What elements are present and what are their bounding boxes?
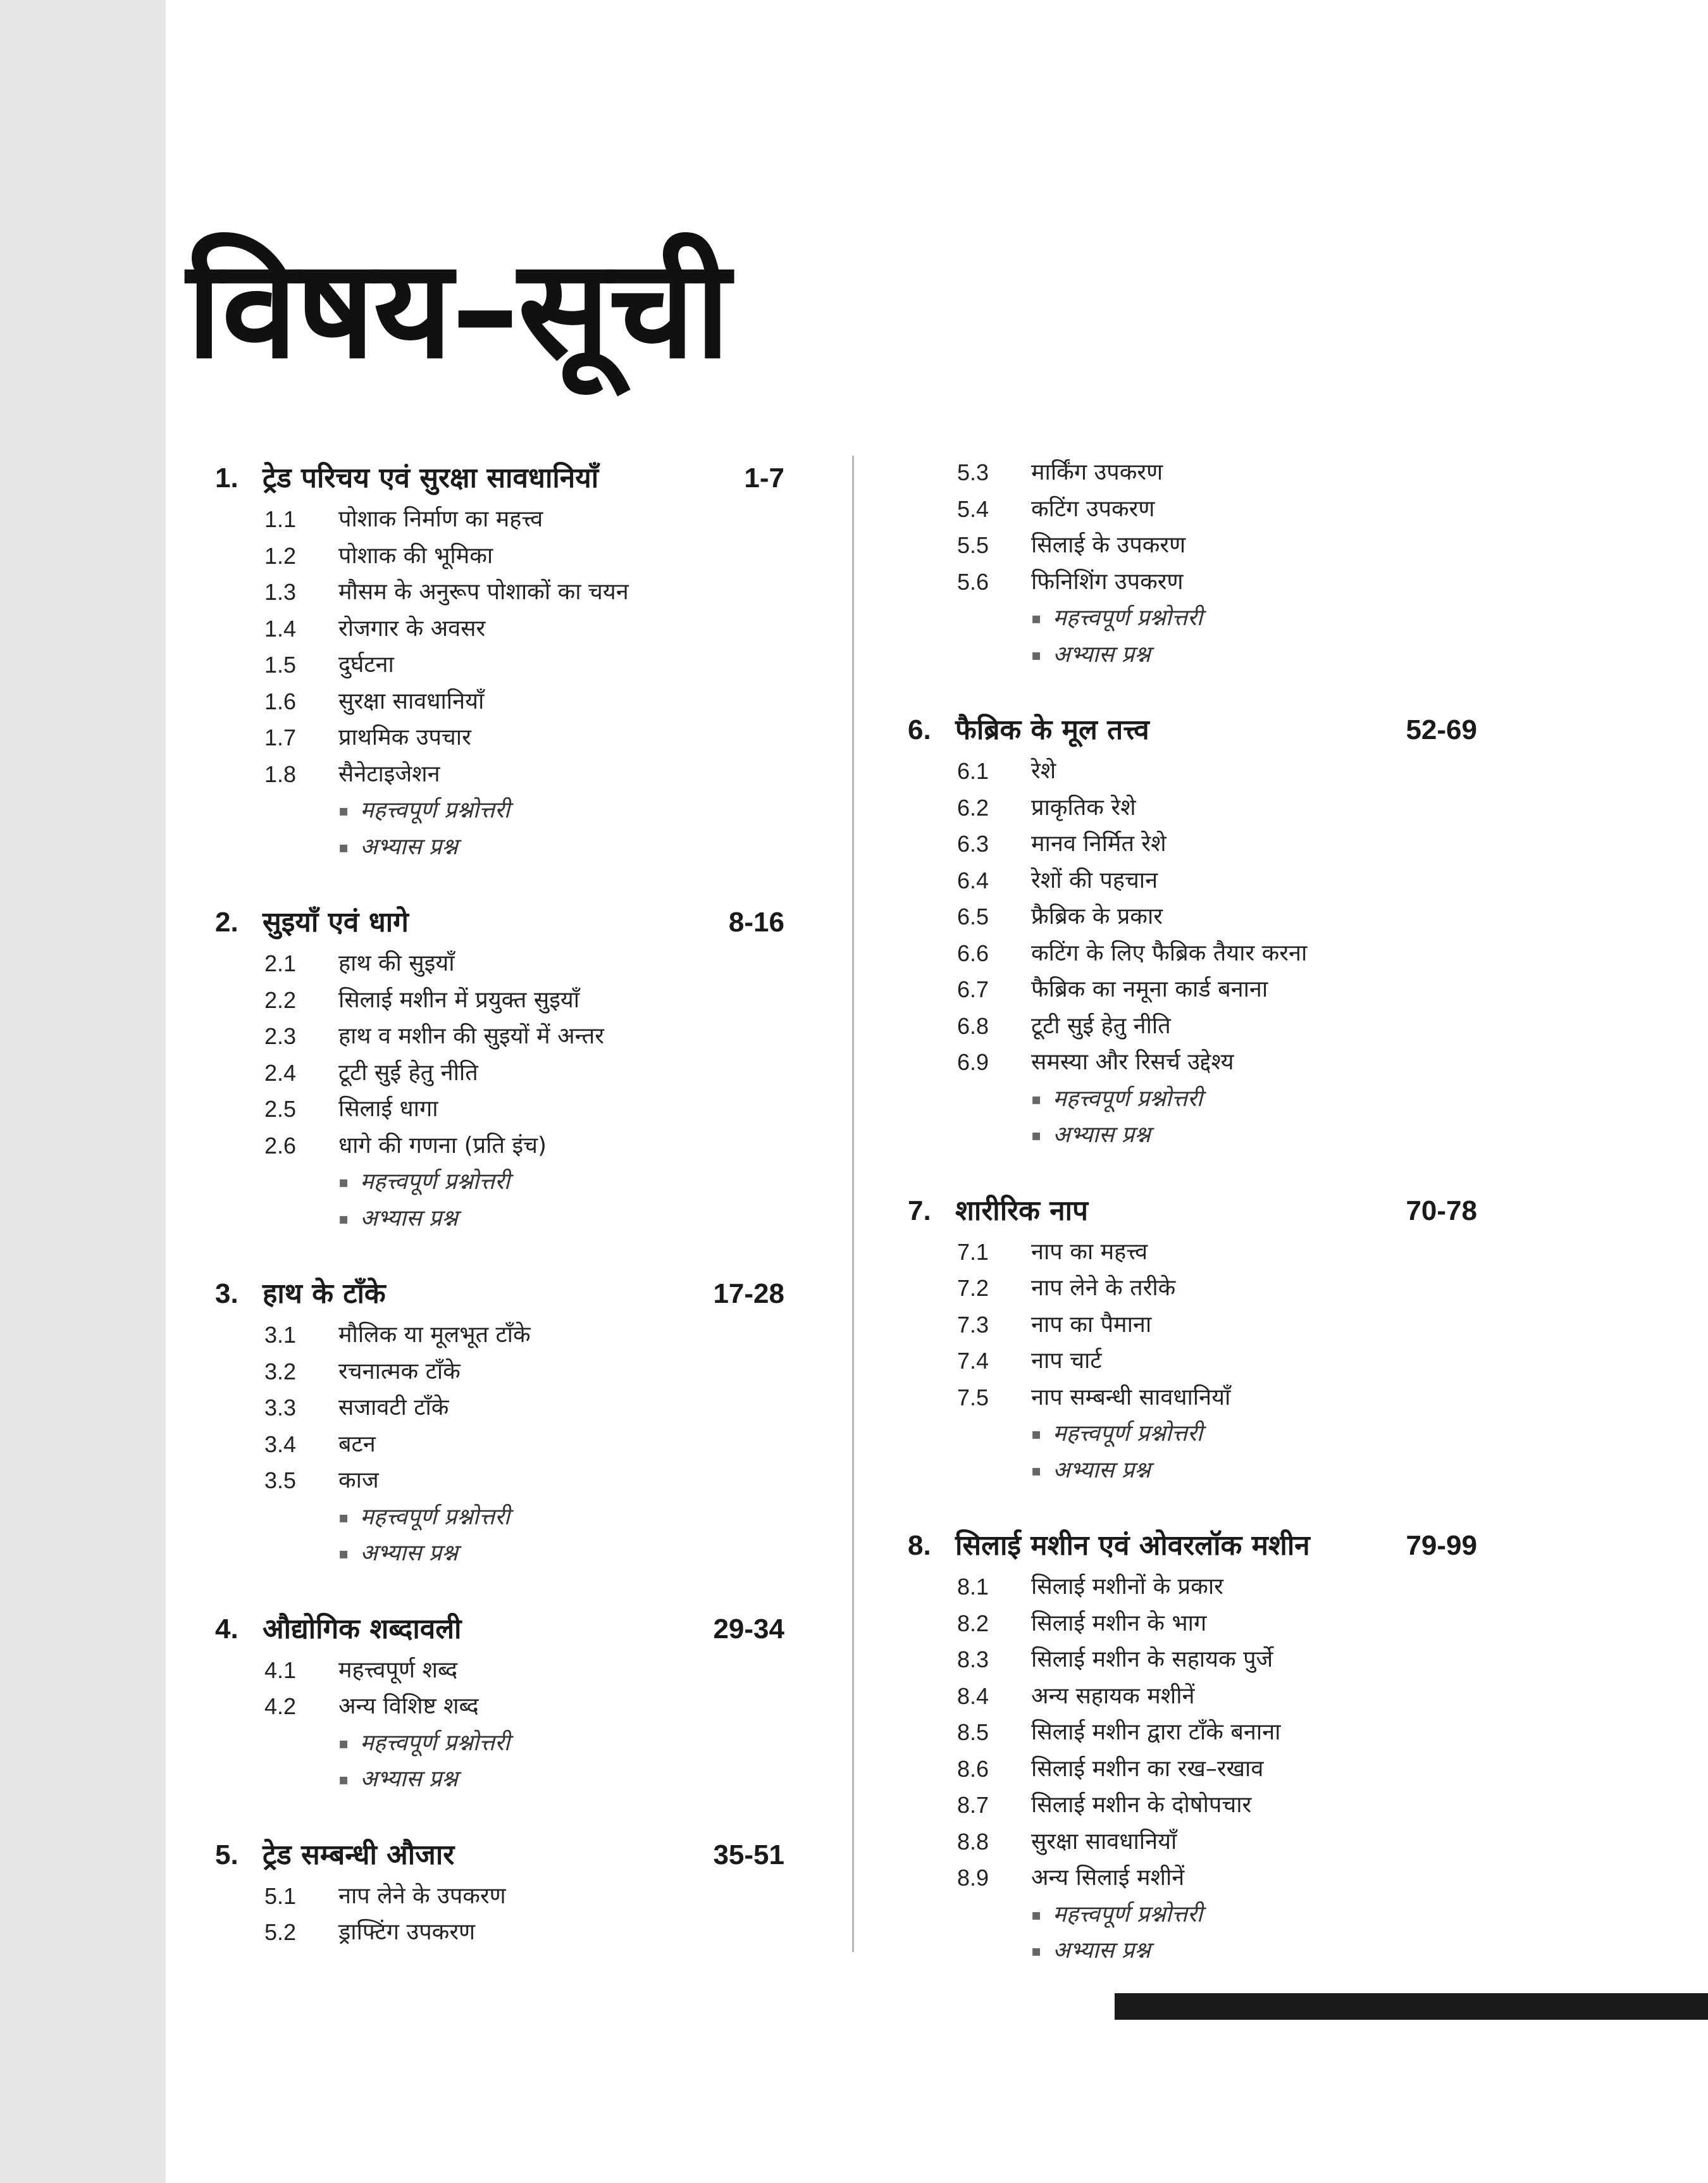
- section-number: 5.3: [957, 459, 989, 485]
- section-title: नाप लेने के तरीके: [1031, 1275, 1176, 1301]
- toc-section: [908, 1379, 1509, 1416]
- toc-chapter: [908, 1523, 1509, 1969]
- toc-extra-item: [215, 1535, 816, 1572]
- section-number: 1.5: [264, 652, 297, 678]
- toc-section: [908, 1307, 1509, 1343]
- section-number: 1.6: [264, 688, 297, 714]
- toc-section: [908, 491, 1509, 528]
- section-number: 8.5: [957, 1719, 989, 1745]
- toc-section: [908, 1641, 1509, 1678]
- section-number: 8.1: [957, 1574, 989, 1600]
- chapter-5-continued: [908, 454, 1509, 673]
- bullet-icon: ▪: [1031, 1905, 1042, 1924]
- toc-section: [908, 1008, 1509, 1045]
- toc-section: [215, 945, 816, 982]
- toc-section: [215, 1353, 816, 1390]
- section-title: प्राकृतिक रेशे: [1031, 794, 1136, 821]
- section-title: मौसम के अनुरूप पोशाकों का चयन: [338, 579, 629, 605]
- extra-item: [338, 1200, 458, 1238]
- chapter-title: औद्योगिक शब्दावली: [263, 1612, 462, 1645]
- section-number: 3.1: [264, 1322, 297, 1348]
- section-title: मार्किंग उपकरण: [1031, 459, 1163, 485]
- extra-item-label: अभ्यास प्रश्न: [360, 1205, 458, 1231]
- extra-item: [338, 1761, 458, 1798]
- left-margin-strip: [0, 0, 166, 2183]
- section-title: सुरक्षा सावधानियाँ: [338, 688, 485, 714]
- extra-item-label: महत्त्वपूर्ण प्रश्नोत्तरी: [360, 1169, 510, 1195]
- chapter-sections: [215, 1317, 816, 1572]
- section-number: 6.6: [957, 940, 989, 966]
- toc-chapter: [215, 1832, 816, 1951]
- page-title: विषय–सूची: [187, 230, 729, 389]
- section-title: फैब्रिक का नमूना कार्ड बनाना: [1031, 976, 1268, 1002]
- section-title: हाथ व मशीन की सुइयों में अन्तर: [338, 1023, 604, 1049]
- section-title: महत्त्वपूर्ण शब्द: [338, 1657, 458, 1683]
- extra-item: [338, 792, 510, 830]
- bullet-icon: ▪: [338, 838, 349, 856]
- toc-chapter: [908, 707, 1509, 1154]
- chapter-sections: [908, 1234, 1509, 1489]
- toc-chapter: [908, 1188, 1509, 1489]
- section-number: 2.4: [264, 1059, 297, 1086]
- section-number: 7.3: [957, 1311, 989, 1338]
- extra-item-label: अभ्यास प्रश्न: [1053, 1937, 1151, 1963]
- bullet-icon: ▪: [1031, 1425, 1042, 1443]
- section-title: कटिंग के लिए फैब्रिक तैयार करना: [1031, 940, 1308, 966]
- chapter-page-range: 17-28: [713, 1278, 784, 1309]
- toc-section: [908, 527, 1509, 564]
- extra-item-label: महत्त्वपूर्ण प्रश्नोत्तरी: [360, 1729, 510, 1756]
- section-title: टूटी सुई हेतु नीति: [338, 1059, 478, 1086]
- section-number: 8.7: [957, 1792, 989, 1818]
- section-title: अन्य सहायक मशीनें: [1031, 1682, 1195, 1709]
- toc-section: [215, 574, 816, 611]
- section-number: 5.1: [264, 1882, 297, 1909]
- toc-section: [215, 1128, 816, 1164]
- toc-section: [215, 538, 816, 575]
- chapter-page-range: 1-7: [744, 463, 784, 494]
- toc-section: [908, 1824, 1509, 1860]
- toc-extra-item: [908, 1452, 1509, 1489]
- toc-section: [215, 1055, 816, 1092]
- toc-extra-item: [215, 1725, 816, 1762]
- toc-extra-item: [908, 1896, 1509, 1933]
- section-number: 8.2: [957, 1610, 989, 1636]
- section-number: 8.9: [957, 1865, 989, 1891]
- bullet-icon: ▪: [338, 1173, 349, 1191]
- section-number: 1.8: [264, 761, 297, 787]
- toc-section: [215, 1390, 816, 1426]
- toc-left-column: [215, 456, 816, 1951]
- chapter-page-range: 79-99: [1406, 1530, 1477, 1561]
- chapter-sections: [215, 1878, 816, 1951]
- chapter-title: हाथ के टाँके: [263, 1278, 386, 1310]
- section-title: पोशाक की भूमिका: [338, 542, 493, 569]
- bullet-icon: ▪: [1031, 609, 1042, 628]
- section-number: 6.4: [957, 867, 989, 893]
- section-number: 2.5: [264, 1096, 297, 1122]
- toc-chapter: [215, 1271, 816, 1572]
- toc-section: [908, 1569, 1509, 1605]
- toc-chapter: [215, 456, 816, 865]
- section-title: फ्रैब्रिक के प्रकार: [1031, 904, 1163, 930]
- toc-section: [908, 862, 1509, 899]
- section-number: 2.2: [264, 986, 297, 1013]
- chapter-number: 8.: [908, 1530, 931, 1561]
- toc-chapter: [215, 1607, 816, 1798]
- chapter-sections: [215, 501, 816, 865]
- chapter-heading: [908, 707, 1509, 753]
- toc-section: [215, 1426, 816, 1463]
- section-number: 1.3: [264, 579, 297, 605]
- section-title: नाप लेने के उपकरण: [338, 1882, 506, 1909]
- toc-section: [215, 647, 816, 683]
- section-number: 6.2: [957, 794, 989, 821]
- extra-item: [1031, 1117, 1151, 1154]
- chapter-page-range: 29-34: [713, 1613, 784, 1645]
- toc-section: [215, 1018, 816, 1055]
- bullet-icon: ▪: [338, 802, 349, 820]
- toc-extra-item: [215, 1499, 816, 1536]
- extra-item-label: महत्त्वपूर्ण प्रश्नोत्तरी: [360, 1503, 510, 1530]
- section-number: 3.5: [264, 1467, 297, 1493]
- toc-section: [908, 935, 1509, 972]
- toc-section: [215, 756, 816, 793]
- toc-section: [908, 753, 1509, 790]
- section-title: पोशाक निर्माण का महत्त्व: [338, 506, 543, 532]
- bullet-icon: ▪: [1031, 1461, 1042, 1479]
- bullet-icon: ▪: [338, 1770, 349, 1789]
- section-title: टूटी सुई हेतु नीति: [1031, 1012, 1171, 1039]
- section-title: नाप सम्बन्धी सावधानियाँ: [1031, 1384, 1231, 1410]
- section-number: 6.8: [957, 1012, 989, 1039]
- chapter-page-range: 35-51: [713, 1839, 784, 1870]
- chapter-page-range: 52-69: [1406, 714, 1477, 745]
- extra-item-label: महत्त्वपूर्ण प्रश्नोत्तरी: [1053, 1901, 1203, 1927]
- section-title: सिलाई मशीन के दोषोपचार: [1031, 1792, 1252, 1818]
- chapter-sections: [908, 1569, 1509, 1969]
- section-title: सिलाई धागा: [338, 1096, 438, 1122]
- section-title: सिलाई मशीन के सहायक पुर्जे: [1031, 1646, 1273, 1672]
- section-title: रचनात्मक टाँके: [338, 1358, 461, 1384]
- chapter-title: सुइयाँ एवं धागे: [263, 906, 409, 938]
- toc-right-column: [908, 454, 1509, 1969]
- chapter-number: 4.: [215, 1613, 238, 1645]
- section-title: बटन: [338, 1431, 376, 1457]
- toc-section: [215, 1688, 816, 1725]
- toc-section: [908, 826, 1509, 862]
- toc-chapter: [215, 900, 816, 1236]
- extra-item-label: अभ्यास प्रश्न: [360, 1540, 458, 1566]
- extra-item-label: अभ्यास प्रश्न: [360, 833, 458, 860]
- toc-section: [215, 719, 816, 756]
- toc-section: [908, 1605, 1509, 1642]
- section-number: 4.2: [264, 1693, 297, 1719]
- section-title: सजावटी टाँके: [338, 1395, 449, 1421]
- section-title: सुरक्षा सावधानियाँ: [1031, 1828, 1177, 1855]
- toc-section: [908, 1234, 1509, 1271]
- extra-item: [338, 1725, 510, 1762]
- chapter-heading: [215, 456, 816, 501]
- chapter-number: 5.: [215, 1839, 238, 1870]
- section-number: 6.1: [957, 758, 989, 784]
- extra-item-label: महत्त्वपूर्ण प्रश्नोत्तरी: [1053, 605, 1203, 631]
- chapter-sections: [215, 945, 816, 1236]
- toc-extra-item: [215, 1164, 816, 1200]
- section-title: मानव निर्मित रेशे: [1031, 831, 1167, 857]
- section-title: कटिंग उपकरण: [1031, 495, 1155, 522]
- toc-section: [908, 1044, 1509, 1081]
- chapter-title: शारीरिक नाप: [955, 1194, 1089, 1227]
- column-divider: [852, 456, 854, 1952]
- section-title: प्राथमिक उपचार: [338, 725, 471, 750]
- section-number: 1.4: [264, 615, 297, 642]
- section-number: 2.6: [264, 1132, 297, 1159]
- bullet-icon: ▪: [1031, 645, 1042, 664]
- extra-item: [1031, 637, 1151, 674]
- section-number: 8.4: [957, 1682, 989, 1709]
- chapter-heading: [908, 1188, 1509, 1234]
- chapter-heading: [215, 1271, 816, 1317]
- toc-section: [215, 982, 816, 1019]
- section-number: 6.7: [957, 976, 989, 1002]
- section-number: 7.2: [957, 1275, 989, 1301]
- extra-item: [338, 1499, 510, 1536]
- section-title: नाप का पैमाना: [1031, 1311, 1152, 1338]
- extra-item: [1031, 1081, 1203, 1118]
- section-title: नाप का महत्त्व: [1031, 1238, 1148, 1265]
- section-title: अन्य विशिष्ट शब्द: [338, 1693, 479, 1719]
- section-title: फिनिशिंग उपकरण: [1031, 568, 1184, 595]
- bullet-icon: ▪: [1031, 1090, 1042, 1108]
- section-number: 7.4: [957, 1348, 989, 1374]
- extra-item: [1031, 1415, 1203, 1453]
- chapter-heading: [215, 1607, 816, 1652]
- chapter-sections: [215, 1652, 816, 1798]
- section-number: 8.6: [957, 1755, 989, 1782]
- section-number: 8.8: [957, 1828, 989, 1855]
- toc-section: [908, 1270, 1509, 1307]
- chapter-title: सिलाई मशीन एवं ओवरलॉक मशीन: [955, 1529, 1310, 1562]
- toc-section: [215, 1914, 816, 1951]
- chapter-number: 3.: [215, 1278, 238, 1309]
- section-number: 7.1: [957, 1238, 989, 1265]
- toc-extra-item: [215, 1761, 816, 1798]
- toc-section: [908, 1787, 1509, 1824]
- toc-section: [215, 1878, 816, 1915]
- extra-item-label: महत्त्वपूर्ण प्रश्नोत्तरी: [1053, 1421, 1203, 1446]
- toc-section: [215, 1317, 816, 1353]
- section-title: धागे की गणना (प्रति इंच): [338, 1132, 547, 1159]
- toc-extra-item: [215, 792, 816, 829]
- toc-section: [215, 683, 816, 720]
- section-number: 6.9: [957, 1049, 989, 1075]
- section-number: 7.5: [957, 1384, 989, 1410]
- toc-extra-item: [908, 1117, 1509, 1154]
- section-title: काज: [338, 1467, 379, 1493]
- section-title: रेशे: [1031, 758, 1056, 784]
- extra-item-label: महत्त्वपूर्ण प्रश्नोत्तरी: [360, 797, 510, 823]
- toc-extra-item: [908, 637, 1509, 673]
- toc-section: [908, 1714, 1509, 1751]
- toc-section: [908, 564, 1509, 600]
- section-number: 3.3: [264, 1395, 297, 1421]
- section-title: मौलिक या मूलभूत टाँके: [338, 1322, 531, 1348]
- section-number: 6.5: [957, 904, 989, 930]
- chapter-page-range: 70-78: [1406, 1195, 1477, 1226]
- extra-item: [1031, 1896, 1203, 1934]
- toc-section: [908, 1343, 1509, 1379]
- chapter-heading: [215, 900, 816, 945]
- chapter-number: 2.: [215, 907, 238, 938]
- section-title: समस्या और रिसर्च उद्देश्य: [1031, 1049, 1234, 1075]
- toc-section: [215, 501, 816, 538]
- chapter-title: फैब्रिक के मूल तत्त्व: [955, 714, 1149, 746]
- extra-item-label: अभ्यास प्रश्न: [1053, 1457, 1151, 1483]
- toc-section: [215, 1091, 816, 1128]
- footer-bar: [1115, 1993, 1708, 2020]
- extra-item: [1031, 600, 1203, 637]
- section-title: रेशों की पहचान: [1031, 867, 1158, 893]
- section-title: सिलाई मशीन द्वारा टाँके बनाना: [1031, 1719, 1281, 1745]
- section-number: 2.3: [264, 1023, 297, 1049]
- toc-extra-item: [908, 1932, 1509, 1969]
- toc-extra-item: [908, 1081, 1509, 1117]
- extra-item: [1031, 1452, 1151, 1490]
- extra-item: [338, 1164, 510, 1201]
- toc-section: [215, 1462, 816, 1499]
- toc-section: [908, 899, 1509, 935]
- chapter-number: 6.: [908, 714, 931, 745]
- extra-item: [338, 829, 458, 866]
- section-title: ड्राफ्टिंग उपकरण: [338, 1919, 476, 1945]
- extra-item-label: अभ्यास प्रश्न: [360, 1766, 458, 1792]
- bullet-icon: ▪: [338, 1545, 349, 1563]
- section-title: सिलाई मशीनों के प्रकार: [1031, 1574, 1223, 1600]
- chapter-heading: [215, 1832, 816, 1878]
- bullet-icon: ▪: [338, 1734, 349, 1752]
- bullet-icon: ▪: [338, 1209, 349, 1228]
- section-title: दुर्घटना: [338, 652, 394, 678]
- extra-item-label: महत्त्वपूर्ण प्रश्नोत्तरी: [1053, 1085, 1203, 1112]
- section-number: 3.4: [264, 1431, 297, 1457]
- toc-extra-item: [908, 600, 1509, 637]
- section-number: 1.1: [264, 506, 297, 532]
- section-number: 1.2: [264, 542, 297, 569]
- section-number: 1.7: [264, 725, 297, 750]
- extra-item-label: अभ्यास प्रश्न: [1053, 641, 1151, 668]
- chapter-title: ट्रेड सम्बन्धी औजार: [263, 1838, 455, 1871]
- toc-extra-item: [908, 1415, 1509, 1452]
- section-number: 6.3: [957, 831, 989, 857]
- section-number: 2.1: [264, 950, 297, 976]
- chapter-page-range: 8-16: [728, 907, 784, 938]
- section-number: 8.3: [957, 1646, 989, 1672]
- section-title: हाथ की सुइयाँ: [338, 950, 455, 976]
- toc-section: [908, 971, 1509, 1008]
- section-title: रोजगार के अवसर: [338, 615, 486, 642]
- section-title: सिलाई मशीन के भाग: [1031, 1610, 1207, 1636]
- section-title: सिलाई के उपकरण: [1031, 532, 1186, 558]
- section-title: सिलाई मशीन में प्रयुक्त सुइयाँ: [338, 986, 580, 1013]
- section-title: सिलाई मशीन का रख–रखाव: [1031, 1755, 1264, 1782]
- section-number: 3.2: [264, 1358, 297, 1384]
- section-number: 5.2: [264, 1919, 297, 1945]
- toc-section: [908, 1751, 1509, 1788]
- section-title: अन्य सिलाई मशीनें: [1031, 1865, 1185, 1891]
- chapter-sections: [908, 454, 1509, 673]
- section-title: सैनेटाइजेशन: [338, 761, 440, 787]
- section-number: 5.6: [957, 568, 989, 595]
- extra-item-label: अभ्यास प्रश्न: [1053, 1122, 1151, 1148]
- chapter-number: 7.: [908, 1195, 931, 1226]
- toc-section: [215, 611, 816, 647]
- chapter-sections: [908, 753, 1509, 1154]
- section-title: नाप चार्ट: [1031, 1348, 1102, 1374]
- section-number: 5.5: [957, 532, 989, 558]
- section-number: 4.1: [264, 1657, 297, 1683]
- chapter-title: ट्रेड परिचय एवं सुरक्षा सावधानियाँ: [263, 462, 599, 494]
- toc-section: [215, 1652, 816, 1689]
- toc-section: [908, 1860, 1509, 1896]
- extra-item: [338, 1535, 458, 1572]
- chapter-number: 1.: [215, 463, 238, 494]
- section-number: 5.4: [957, 495, 989, 522]
- bullet-icon: ▪: [1031, 1126, 1042, 1145]
- toc-section: [908, 454, 1509, 491]
- toc-section: [908, 790, 1509, 826]
- toc-extra-item: [215, 829, 816, 866]
- bullet-icon: ▪: [338, 1508, 349, 1526]
- toc-section: [908, 1678, 1509, 1715]
- extra-item: [1031, 1932, 1151, 1970]
- chapter-heading: [908, 1523, 1509, 1569]
- bullet-icon: ▪: [1031, 1942, 1042, 1960]
- toc-extra-item: [215, 1200, 816, 1237]
